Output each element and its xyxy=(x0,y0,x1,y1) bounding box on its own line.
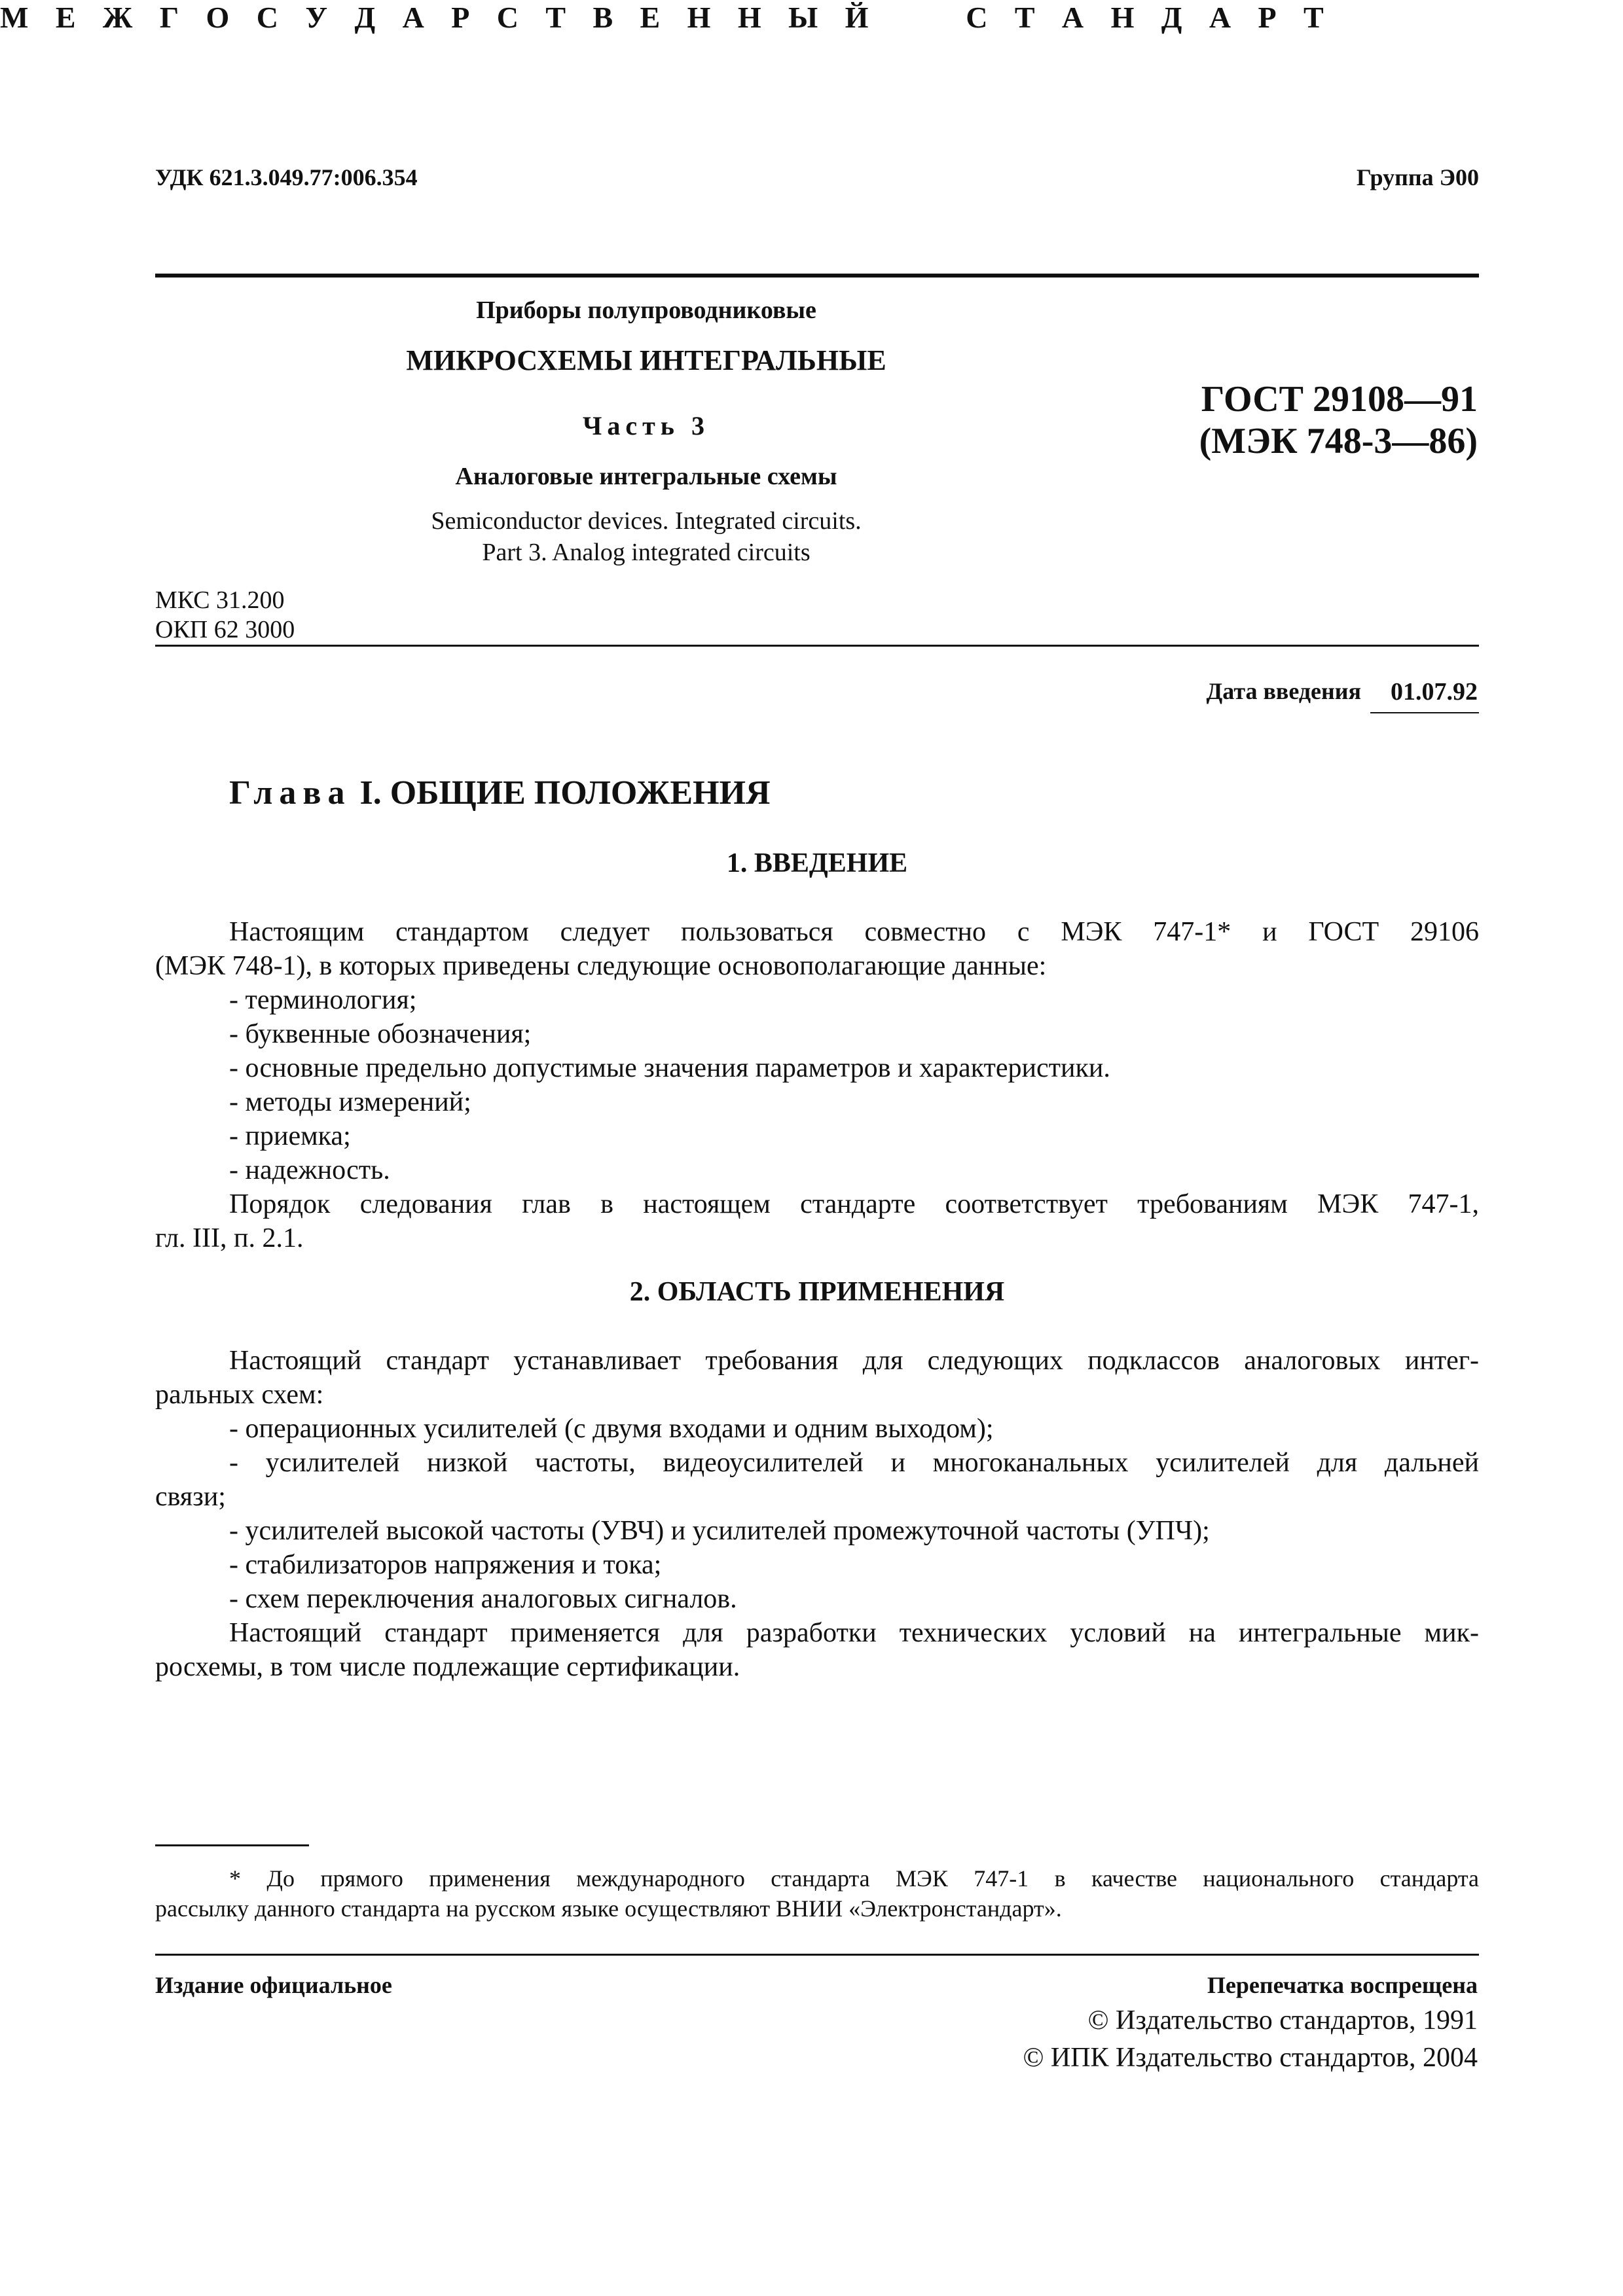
banner-letter: Д xyxy=(1161,1,1182,34)
reprint-notice: Перепечатка воспрещена xyxy=(1207,1972,1478,1998)
banner-letter: А xyxy=(1209,1,1231,34)
section-2-intro-line-2: ральных схем: xyxy=(155,1380,324,1410)
footnote-line-1: * До прямого применения международного стандарта МЭК 747-1 в качестве национального стандарта xyxy=(229,1865,1479,1892)
english-title-line-1: Semiconductor devices. Integrated circuits. xyxy=(431,507,862,535)
list-item: - надежность. xyxy=(229,1155,390,1185)
list-item: - методы измерений; xyxy=(229,1087,471,1117)
section-1-heading: 1. ВВЕДЕНИЕ xyxy=(726,848,908,878)
chapter-heading xyxy=(229,774,771,812)
part-title: Часть 3 xyxy=(583,411,710,440)
banner-letter: М xyxy=(0,1,29,34)
banner-letter: Т xyxy=(545,1,566,34)
section-2-intro-line-1: Настоящий стандарт устанавливает требования для следующих подклассов аналоговых интег- xyxy=(229,1346,1479,1376)
banner-letter: Г xyxy=(159,1,179,34)
section-1-order-line-1: Порядок следования глав в настоящем стандарте соответствует требованиям МЭК 747-1, xyxy=(229,1189,1479,1219)
banner-letter: Й xyxy=(845,1,869,34)
edition-label: Издание официальное xyxy=(155,1972,392,1998)
list-item: - терминология; xyxy=(229,985,417,1015)
title-block-rule xyxy=(155,645,1479,647)
section-2-closing-line-2: росхемы, в том числе подлежащие сертификации. xyxy=(155,1652,740,1682)
chapter-title: I. ОБЩИЕ ПОЛОЖЕНИЯ xyxy=(351,774,771,812)
okp-code: ОКП 62 3000 xyxy=(155,616,295,643)
subtitle: Аналоговые интегральные схемы xyxy=(455,463,837,490)
copyright-1: © Издательство стандартов, 1991 xyxy=(1087,2005,1478,2036)
introduction-date-label: Дата введения xyxy=(1206,678,1361,704)
section-1-intro-line-1: Настоящим стандартом следует пользоваться совместно с МЭК 747-1* и ГОСТ 29106 xyxy=(229,917,1479,947)
banner-word-gap xyxy=(896,0,939,35)
banner-letter: Т xyxy=(1014,1,1035,34)
banner-letter: Р xyxy=(451,1,470,34)
banner-letter: Т xyxy=(1303,1,1324,34)
header-rule xyxy=(155,274,1479,278)
banner-letter: Д xyxy=(354,1,376,34)
product-title: МИКРОСХЕМЫ ИНТЕГРАЛЬНЫЕ xyxy=(406,344,886,376)
list-item: - схем переключения аналоговых сигналов. xyxy=(229,1584,737,1614)
date-underline xyxy=(1370,712,1479,713)
english-title-line-2: Part 3. Analog integrated circuits xyxy=(482,539,811,566)
list-item: - стабилизаторов напряжения и тока; xyxy=(229,1550,662,1580)
section-1-intro-line-2: (МЭК 748-1), в которых приведены следующие основополагающие данные: xyxy=(155,951,1047,981)
banner-letter: С xyxy=(966,1,988,34)
gost-number: ГОСТ 29108—91 xyxy=(1201,379,1478,420)
iec-number: (МЭК 748-3—86) xyxy=(1199,421,1478,461)
footer-rule xyxy=(155,1954,1479,1956)
list-item: - усилителей низкой частоты, видеоусилителей и многоканальных усилителей для дальней xyxy=(229,1448,1479,1478)
section-2-closing-line-1: Настоящий стандарт применяется для разработки технических условий на интегральные мик- xyxy=(229,1618,1479,1648)
banner-letter: А xyxy=(402,1,424,34)
banner-letter: Н xyxy=(687,1,711,34)
banner-letter: Ж xyxy=(102,1,133,34)
footnote-rule xyxy=(155,1844,309,1846)
category-title: Приборы полупроводниковые xyxy=(476,296,816,324)
list-item: - приемка; xyxy=(229,1121,351,1151)
copyright-2: © ИПК Издательство стандартов, 2004 xyxy=(1023,2043,1478,2073)
banner-letter: В xyxy=(593,1,613,34)
mks-code: МКС 31.200 xyxy=(155,586,285,614)
section-1-order-line-2: гл. III, п. 2.1. xyxy=(155,1223,304,1253)
banner-letter: А xyxy=(1061,1,1084,34)
introduction-date-value: 01.07.92 xyxy=(1391,678,1478,706)
footnote-line-2: рассылку данного стандарта на русском языке осуществляют ВНИИ «Электронстандарт». xyxy=(155,1895,1062,1922)
banner-letter: О xyxy=(206,1,230,34)
list-item: - усилителей высокой частоты (УВЧ) и усилителей промежуточной частоты (УПЧ); xyxy=(229,1516,1210,1546)
banner-letter: Ы xyxy=(788,1,818,34)
list-item: - операционных усилителей (с двумя входами и одним выходом); xyxy=(229,1414,994,1444)
section-2-heading: 2. ОБЛАСТЬ ПРИМЕНЕНИЯ xyxy=(629,1277,1005,1307)
chapter-prefix: Глава xyxy=(229,774,352,812)
banner-letter: Е xyxy=(640,1,661,34)
banner-letter: Н xyxy=(1110,1,1135,34)
interstate-standard-banner xyxy=(0,0,1324,35)
banner-letter: С xyxy=(496,1,519,34)
banner-letter: Е xyxy=(55,1,76,34)
list-item: - буквенные обозначения; xyxy=(229,1019,532,1049)
udk-code: УДК 621.3.049.77:006.354 xyxy=(155,164,418,190)
banner-letter: У xyxy=(305,1,328,34)
banner-letter: С xyxy=(256,1,278,34)
group-code: Группа Э00 xyxy=(1356,164,1479,190)
banner-letter: Н xyxy=(737,1,761,34)
list-item: - основные предельно допустимые значения параметров и характеристики. xyxy=(229,1053,1110,1083)
list-item-continuation: связи; xyxy=(155,1482,226,1512)
banner-letter: Р xyxy=(1258,1,1277,34)
